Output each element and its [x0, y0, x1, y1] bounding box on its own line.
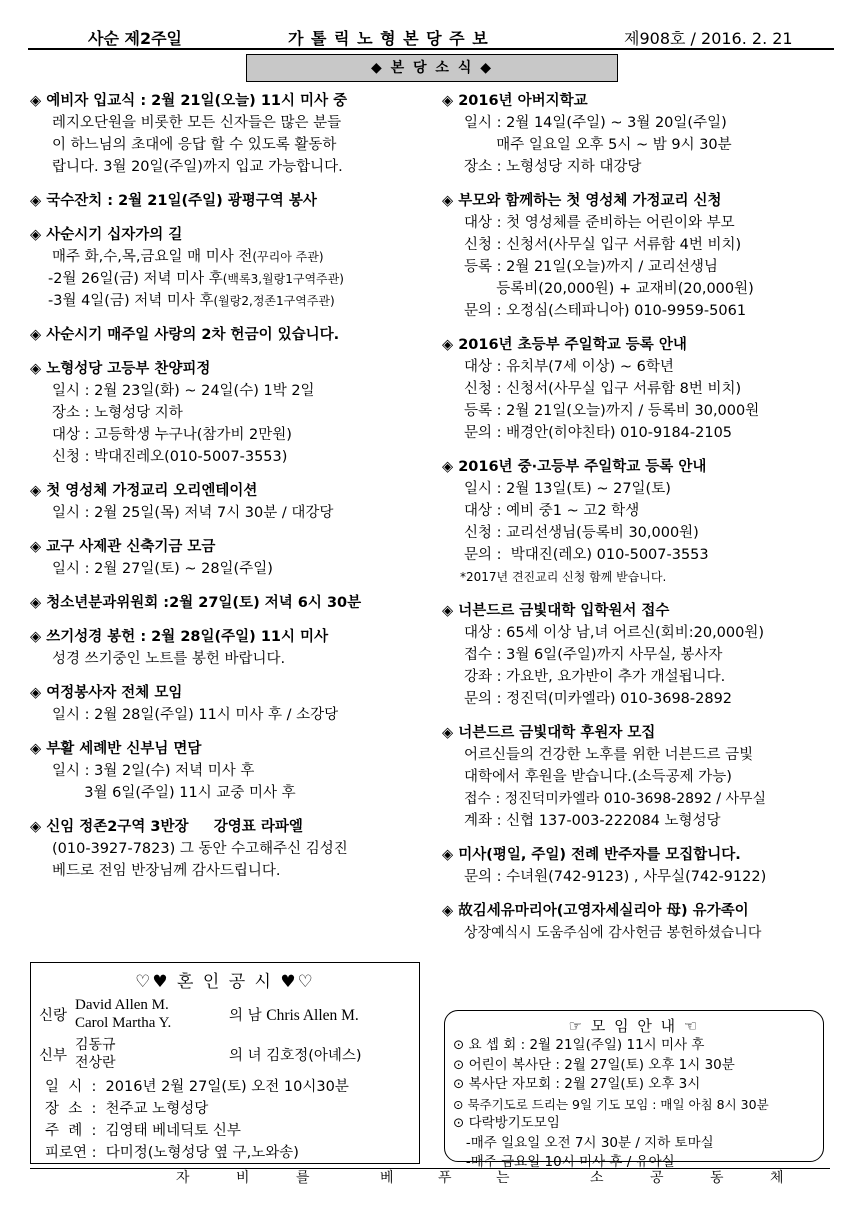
news-item — [30, 480, 430, 524]
news-line: 등록 : 2월 21일(오늘)까지 / 등록비 30,000원 — [464, 403, 760, 419]
news-line: 대상 : 65세 이상 남,녀 어르신(회비:20,000원) — [464, 625, 765, 641]
news-line: 상장예식시 도움주심에 감사헌금 봉헌하셨습니다 — [464, 925, 762, 941]
groom-row — [31, 996, 419, 1032]
meeting-item: ⊙ 묵주기도로 드리는 9일 기도 모임 : 매일 아침 8시 30분 — [453, 1096, 769, 1112]
news-note: (꾸리아 주관) — [252, 250, 324, 264]
news-line: 일시 : 2월 27일(토) ~ 28일(주일) — [52, 561, 273, 577]
news-item — [30, 324, 430, 346]
news-line: 신청 : 신청서(사무실 입구 서류함 8번 비치) — [464, 381, 742, 397]
bride-row — [31, 1036, 419, 1072]
news-title: ◈ 2016년 아버지학교 — [442, 93, 588, 109]
news-title: ◈ 부활 세례반 신부님 면담 — [30, 741, 202, 757]
news-line: 등록 : 2월 21일(오늘)까지 / 교리선생님 — [464, 259, 718, 275]
news-title: ◈ 미사(평일, 주일) 전례 반주자를 모집합니다. — [442, 847, 741, 863]
motto-char: 자 — [176, 1170, 190, 1186]
bride-name: 김동규 — [75, 1037, 116, 1053]
news-title: ◈ 예비자 입교식 : 2월 21일(오늘) 11시 미사 중 — [30, 93, 348, 109]
motto-char: 푸 — [438, 1170, 452, 1186]
news-title: ◈ 너븐드르 금빛대학 후원자 모집 — [442, 725, 656, 741]
news-line: (010-3927-7823) 그 동안 수고해주신 김성진 — [52, 841, 348, 857]
motto-char: 비 — [236, 1170, 250, 1186]
news-item — [30, 816, 430, 882]
news-line: 신청 : 신청서(사무실 입구 서류함 4번 비치) — [464, 237, 742, 253]
news-line: 대상 : 고등학생 누구나(참가비 2만원) — [52, 427, 292, 443]
news-item — [30, 682, 430, 726]
news-note: (백록3,월랑1구역주관) — [222, 272, 344, 286]
wedding-date: 일 시 : 2016년 2월 27일(토) 오전 10시30분 — [45, 1079, 349, 1095]
groom-father: Chris Allen M. — [266, 1006, 359, 1024]
news-line: 대상 : 유치부(7세 이상) ~ 6학년 — [464, 359, 674, 375]
news-item — [30, 592, 430, 614]
groom-parent: Carol Martha Y. — [75, 1015, 172, 1031]
motto-char: 동 — [710, 1170, 724, 1186]
news-item — [442, 722, 837, 832]
news-item — [442, 90, 837, 178]
news-line: 매주 일요일 오후 5시 ~ 밤 9시 30분 — [464, 137, 732, 153]
news-line: 일시 : 2월 28일(주일) 11시 미사 후 / 소강당 — [52, 707, 339, 723]
right-column — [442, 90, 837, 956]
news-line: 문의 : 수녀원(742-9123) , 사무실(742-9122) — [464, 869, 767, 885]
news-item — [30, 358, 430, 468]
news-item — [442, 456, 837, 588]
liturgical-sunday: 사순 제2주일 — [88, 29, 182, 48]
news-line: 신청 : 교리선생님(등록비 30,000원) — [464, 525, 699, 541]
news-line: 신청 : 박대진레오(010-5007-3553) — [52, 449, 288, 465]
news-item — [442, 600, 837, 710]
news-item — [442, 334, 837, 444]
groom-name: David Allen M. — [75, 997, 169, 1013]
motto-char: 체 — [770, 1170, 784, 1186]
header-divider — [28, 48, 834, 50]
news-title: ◈ 쓰기성경 봉헌 : 2월 28일(주일) 11시 미사 — [30, 629, 329, 645]
news-line: 레지오단원을 비롯한 모든 신자들은 많은 분들 — [52, 115, 342, 131]
news-item — [30, 90, 430, 178]
news-line: 이 하느님의 초대에 응답 할 수 있도록 활동하 — [52, 137, 337, 153]
news-title: ◈ 사순시기 십자가의 길 — [30, 227, 183, 243]
news-line: 일시 : 2월 23일(화) ~ 24일(수) 1박 2일 — [52, 383, 315, 399]
news-title: ◈ 부모와 함께하는 첫 영성체 가정교리 신청 — [442, 193, 722, 209]
meeting-item: -매주 일요일 오전 7시 30분 / 지하 토마실 — [453, 1134, 714, 1151]
groom-relation: 의 남 — [229, 1007, 262, 1024]
news-title: ◈ 2016년 중·고등부 주일학교 등록 안내 — [442, 459, 707, 475]
news-title: ◈ 교구 사제관 신축기금 모금 — [30, 539, 216, 555]
motto-char: 는 — [496, 1170, 510, 1186]
news-line: 등록비(20,000원) + 교재비(20,000원) — [464, 281, 754, 297]
news-line: 접수 : 3월 6일(주일)까지 사무실, 봉사자 — [464, 647, 723, 663]
news-line: 문의 : 정진덕(미카엘라) 010-3698-2892 — [464, 691, 733, 707]
news-line: 일시 : 2월 14일(주일) ~ 3월 20일(주일) — [464, 115, 727, 131]
footer-motto — [30, 1168, 830, 1189]
news-line: 일시 : 2월 13일(토) ~ 27일(토) — [464, 481, 671, 497]
meeting-item: ⊙ 복사단 자모회 : 2월 27일(토) 오후 3시 — [453, 1076, 701, 1092]
meeting-item: ⊙ 어린이 복사단 : 2월 27일(토) 오후 1시 30분 — [453, 1056, 735, 1073]
motto-char: 를 — [296, 1170, 310, 1186]
motto-char: 베 — [380, 1170, 394, 1186]
wedding-title: ♡♥ 혼 인 공 시 ♥♡ — [135, 972, 315, 992]
news-item — [30, 224, 430, 312]
motto-char: 소 — [590, 1170, 604, 1186]
meeting-guide — [444, 1010, 824, 1170]
news-line: 접수 : 정진덕미카엘라 010-3698-2892 / 사무실 — [464, 791, 767, 807]
news-line: 일시 : 2월 25일(목) 저녁 7시 30분 / 대강당 — [52, 505, 334, 521]
news-line: 장소 : 노형성당 지하 — [52, 405, 183, 421]
bulletin-header — [30, 26, 830, 50]
news-title: ◈ 여정봉사자 전체 모임 — [30, 685, 183, 701]
news-item — [30, 536, 430, 580]
news-line: 베드로 전임 반장님께 감사드립니다. — [52, 863, 281, 879]
news-item — [442, 844, 837, 888]
news-title: ◈ 신임 정존2구역 3반장 강영표 라파엘 — [30, 819, 303, 835]
news-title: ◈ 첫 영성체 가정교리 오리엔테이션 — [30, 483, 258, 499]
news-line: 대상 : 예비 중1 ~ 고2 학생 — [464, 503, 640, 519]
news-item — [30, 190, 430, 212]
news-title: ◈ 국수잔치 : 2월 21일(주일) 광평구역 봉사 — [30, 193, 317, 209]
news-title: ◈ 너븐드르 금빛대학 입학원서 접수 — [442, 603, 670, 619]
news-item — [30, 626, 430, 670]
news-title: ◈ 청소년분과위원회 :2월 27일(토) 저녁 6시 30분 — [30, 595, 362, 611]
news-line: 어르신들의 건강한 노후를 위한 너븐드르 금빛 — [464, 747, 754, 763]
meeting-guide-title: ☞ 모 임 안 내 ☜ — [568, 1017, 700, 1035]
news-line: -3월 4일(금) 저녁 미사 후 — [48, 293, 214, 309]
wedding-announcement — [30, 962, 420, 1164]
bride-parent: 전상란 — [75, 1055, 116, 1071]
news-line: 장소 : 노형성당 지하 대강당 — [464, 159, 642, 175]
news-line: 계좌 : 신협 137-003-222084 노형성당 — [464, 813, 721, 829]
motto-char: 공 — [650, 1170, 664, 1186]
meeting-item: ⊙ 다락방기도모임 — [453, 1115, 560, 1131]
parish-news-banner: ◆ 본 당 소 식 ◆ — [246, 54, 618, 82]
left-column — [30, 90, 430, 894]
wedding-place: 장 소 : 천주교 노형성당 — [45, 1101, 209, 1117]
news-note: (월랑2,정존1구역주관) — [213, 294, 335, 308]
news-item — [442, 190, 837, 322]
news-line: 문의 : 오정심(스테파니아) 010-9959-5061 — [464, 303, 747, 319]
meeting-item: ⊙ 요 셉 회 : 2월 21일(주일) 11시 미사 후 — [453, 1037, 705, 1053]
wedding-reception: 피로연 : 다미정(노형성당 옆 구,노와송) — [45, 1145, 299, 1161]
bride-relation: 의 녀 김호정(아녜스) — [229, 1047, 362, 1064]
bride-label: 신부 — [38, 1047, 67, 1064]
issue-date: 제908호 / 2016. 2. 21 — [624, 29, 793, 48]
news-title: ◈ 2016년 초등부 주일학교 등록 안내 — [442, 337, 687, 353]
news-line: 강좌 : 가요반, 요가반이 추가 개설됩니다. — [464, 669, 726, 685]
news-item — [442, 900, 837, 944]
news-line: 3월 6일(주일) 11시 교중 미사 후 — [52, 785, 296, 801]
news-title: ◈ 故김세유마리아(고영자세실리아 母) 유가족이 — [442, 903, 749, 919]
meeting-item: -매주 금요일 10시 미사 후 / 유아실 — [453, 1154, 675, 1170]
news-item — [30, 738, 430, 804]
news-line: 대상 : 첫 영성체를 준비하는 어린이와 부모 — [464, 215, 735, 231]
groom-label: 신랑 — [38, 1007, 67, 1024]
wedding-officiant: 주 례 : 김영태 베네딕토 신부 — [45, 1123, 241, 1139]
wedding-info — [45, 1076, 419, 1164]
news-line: 대학에서 후원을 받습니다.(소득공제 가능) — [464, 769, 732, 785]
news-line: 일시 : 3월 2일(수) 저녁 미사 후 — [52, 763, 255, 779]
news-line: 랍니다. 3월 20일(주일)까지 입교 가능합니다. — [52, 159, 343, 175]
news-line: -2월 26일(금) 저녁 미사 후 — [48, 271, 223, 287]
news-line: 매주 화,수,목,금요일 매 미사 전 — [52, 249, 253, 265]
news-title: ◈ 사순시기 매주일 사랑의 2차 헌금이 있습니다. — [30, 327, 340, 343]
news-title: ◈ 노형성당 고등부 찬양피정 — [30, 361, 211, 377]
news-line: 문의 : 박대진(레오) 010-5007-3553 — [464, 547, 709, 563]
news-line: 문의 : 배경안(히야친타) 010-9184-2105 — [464, 425, 733, 441]
bulletin-title: 가 톨 릭 노 형 본 당 주 보 — [288, 29, 489, 48]
news-line: 성경 쓰기중인 노트를 봉헌 바랍니다. — [52, 651, 286, 667]
news-line: *2017년 견진교리 신청 함께 받습니다. — [460, 570, 667, 584]
